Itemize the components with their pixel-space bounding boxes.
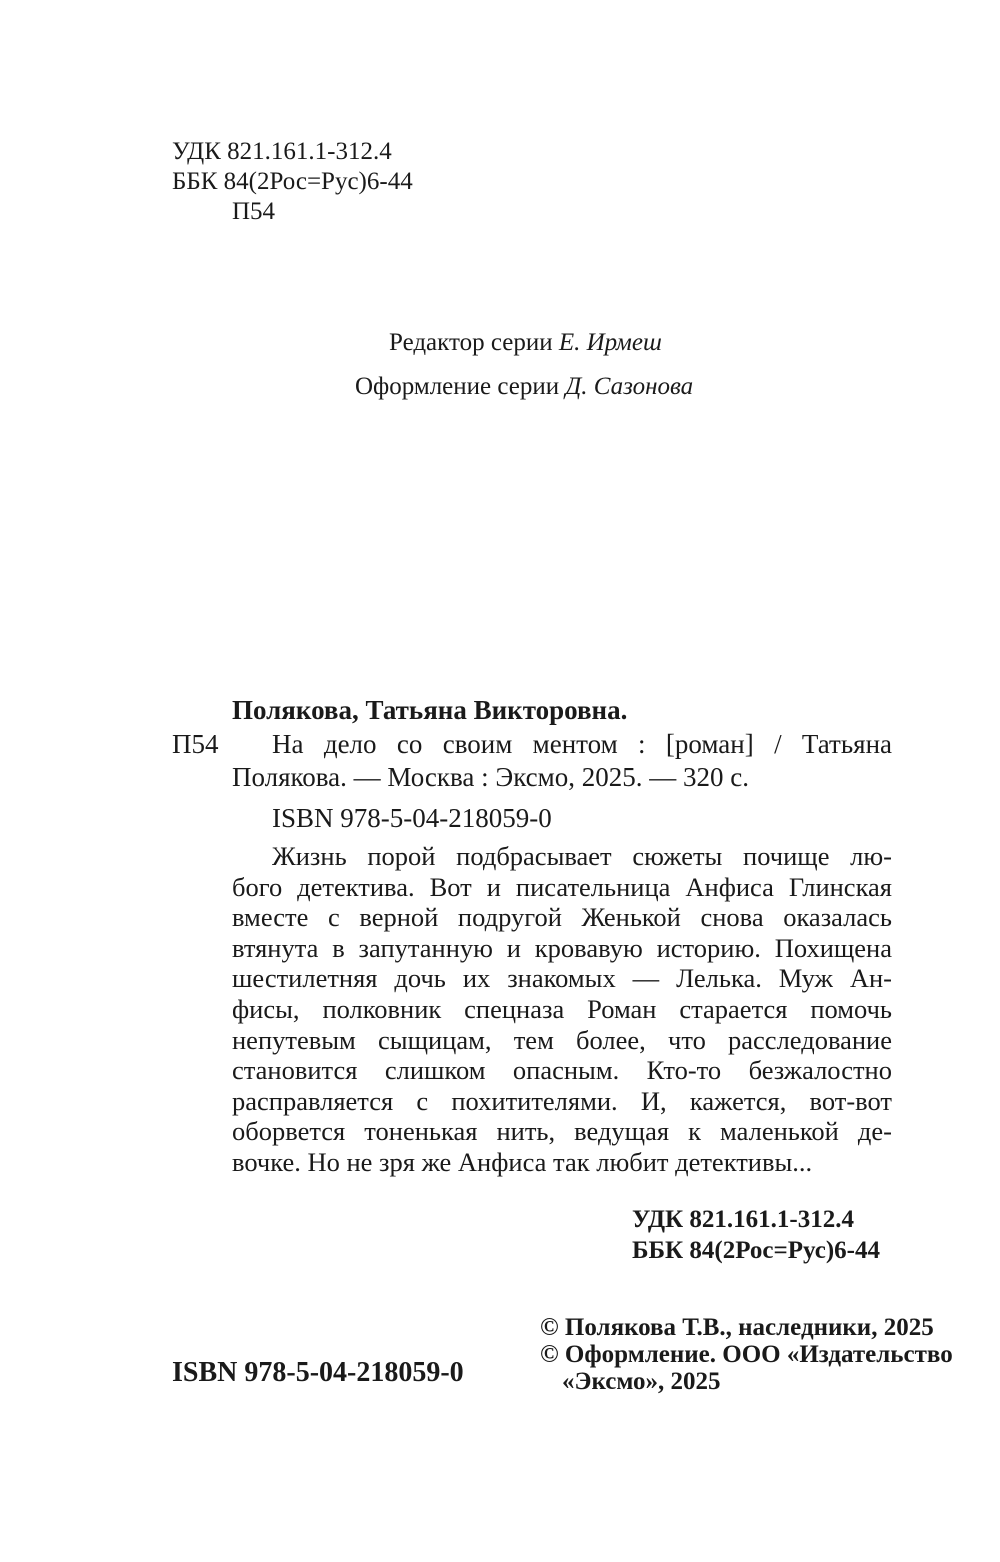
- copyright-line-3: «Эксмо», 2025: [562, 1368, 721, 1395]
- isbn-bottom: ISBN 978-5-04-218059-0: [172, 1357, 464, 1388]
- catalog-sign: П54: [172, 729, 219, 759]
- udk-code-top: УДК 821.161.1-312.4: [172, 138, 392, 165]
- series-design-line: [355, 372, 693, 402]
- annotation-line: вочке. Но не зря же Анфиса так любит детективы...: [232, 1146, 813, 1177]
- series-design-label: Оформление серии: [355, 373, 560, 400]
- bbk-code-top: ББК 84(2Рос=Рус)6-44: [172, 168, 413, 195]
- annotation-line: бого детектива. Вот и писательница Анфиса Глинская: [232, 871, 892, 902]
- series-editor-line: [389, 328, 662, 358]
- annotation-line: фисы, полковник спецназа Роман старается помочь: [232, 993, 892, 1024]
- annotation-paragraph: [232, 841, 892, 1178]
- bbk-code-bottom: ББК 84(2Рос=Рус)6-44: [632, 1237, 880, 1264]
- catalog-author-heading: Полякова, Татьяна Викторовна.: [232, 695, 628, 725]
- series-design-name: Д. Сазонова: [565, 373, 694, 400]
- copyright-line-1: © Полякова Т.В., наследники, 2025: [540, 1314, 934, 1341]
- catalog-title-line-2: Полякова. — Москва : Эксмо, 2025. — 320 с.: [232, 762, 749, 792]
- annotation-line: втянута в запутанную и кровавую историю. Похищена: [232, 932, 892, 963]
- author-sign-top: П54: [232, 198, 276, 225]
- annotation-line: оборвется тоненькая нить, ведущая к маленькой де-: [232, 1116, 892, 1147]
- catalog-title-line-1: На дело со своим ментом : [роман] / Татьяна: [272, 729, 892, 759]
- series-editor-name: Е. Ирмеш: [558, 329, 662, 356]
- annotation-line: расправляется с похитителями. И, кажется, вот-вот: [232, 1085, 892, 1116]
- annotation-line: становится слишком опасным. Кто-то безжалостно: [232, 1055, 892, 1086]
- udk-code-bottom: УДК 821.161.1-312.4: [632, 1206, 854, 1233]
- annotation-line: Жизнь порой подбрасывает сюжеты почище лю-: [272, 841, 892, 871]
- catalog-isbn: ISBN 978-5-04-218059-0: [272, 803, 552, 833]
- copyright-line-2: © Оформление. ООО «Издательство: [540, 1341, 953, 1368]
- series-editor-label: Редактор серии: [389, 329, 553, 356]
- annotation-line: шестилетняя дочь их знакомых — Лелька. Муж Ан-: [232, 963, 892, 994]
- annotation-line: непутевым сыщицам, тем более, что расследование: [232, 1024, 892, 1055]
- annotation-line: вместе с верной подругой Женькой снова оказалась: [232, 902, 892, 933]
